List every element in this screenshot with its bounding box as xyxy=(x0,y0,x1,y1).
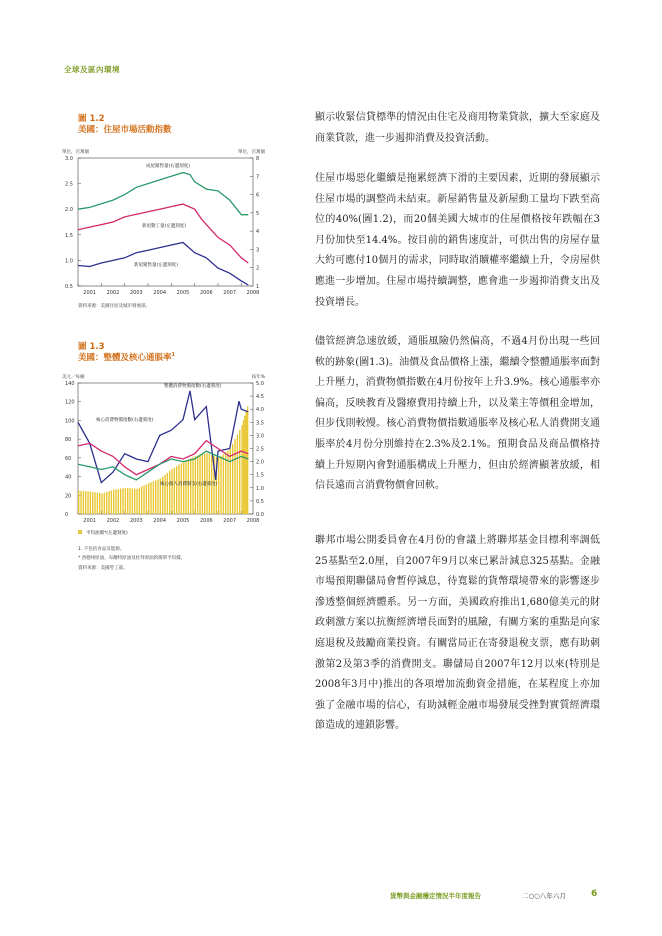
y-left-tick-label: 1.0 xyxy=(65,258,73,265)
y-right-tick-label: 6 xyxy=(256,192,260,199)
series-label-0: 整體消費物價指數(右邊刻度) xyxy=(164,384,222,389)
y-left-tick-label: 100 xyxy=(65,418,75,425)
oil-price-bar xyxy=(146,484,147,514)
x-tick-label: 2007 xyxy=(223,290,237,296)
y-left-tick-label: 40 xyxy=(65,474,72,481)
x-tick-label: 2007 xyxy=(223,518,237,524)
series-line-1 xyxy=(78,204,248,263)
y-right-tick-label: 3.0 xyxy=(256,433,264,440)
oil-price-bar xyxy=(176,466,177,514)
oil-price-bar xyxy=(237,434,238,514)
oil-price-bar xyxy=(127,488,128,514)
series-label-2: 新屋銷售量(左邊刻度) xyxy=(134,263,179,268)
right-unit-label: 單位，百萬個 xyxy=(238,150,265,155)
legend-oil-label: 平均油價*(左邊刻度) xyxy=(86,531,128,536)
oil-price-bar xyxy=(150,482,151,514)
oil-price-bar xyxy=(143,485,144,514)
oil-price-bar xyxy=(227,450,228,514)
x-tick-label: 2004 xyxy=(153,290,167,296)
oil-price-bar xyxy=(136,489,137,514)
figure-1-2-title: 美國：住屋市場活動指數 xyxy=(78,125,172,135)
oil-price-bar xyxy=(120,489,121,514)
housing-chart-svg xyxy=(60,143,275,303)
oil-price-bar xyxy=(169,471,170,514)
x-tick-label: 2005 xyxy=(176,290,190,296)
y-right-tick-label: 4.0 xyxy=(256,407,264,414)
section-title: 全球及區內環境 xyxy=(64,65,120,74)
oil-price-bar xyxy=(241,425,242,514)
y-right-tick-label: 4.5 xyxy=(256,394,264,401)
oil-price-bar xyxy=(230,449,231,515)
series-label-1: 新屋動工量(左邊刻度) xyxy=(142,224,187,229)
figure-1-3-title-text: 美國：整體及核心通脹率 xyxy=(78,353,172,363)
paragraph-3 xyxy=(315,332,600,497)
right-unit-label: 按年% xyxy=(251,375,265,380)
oil-price-bar xyxy=(134,489,135,514)
y-right-tick-label: 1.5 xyxy=(256,472,264,479)
footer-date: 二○○八年六月 xyxy=(522,892,566,900)
x-tick-label: 2001 xyxy=(83,290,97,296)
y-left-tick-label: 60 xyxy=(65,455,72,462)
oil-price-bar xyxy=(171,469,172,514)
x-tick-label: 2002 xyxy=(106,518,120,524)
oil-price-bar xyxy=(92,492,93,514)
y-right-tick-label: 4 xyxy=(256,229,260,236)
y-left-tick-label: 20 xyxy=(65,493,72,500)
y-right-tick-label: 5 xyxy=(256,210,260,217)
oil-price-bar xyxy=(155,480,156,514)
oil-price-bar xyxy=(225,452,226,514)
oil-price-bar xyxy=(185,460,186,514)
x-tick-label: 2002 xyxy=(106,290,120,296)
oil-price-bar xyxy=(181,463,182,514)
oil-price-bar xyxy=(94,492,95,514)
oil-price-bar xyxy=(118,489,119,514)
y-right-tick-label: 2.5 xyxy=(256,446,264,453)
oil-price-bar xyxy=(157,479,158,514)
oil-price-bar xyxy=(243,420,244,514)
x-tick-label: 2005 xyxy=(176,518,190,524)
series-label-0: 成屋銷售量(右邊刻度) xyxy=(146,164,191,169)
paragraph-4 xyxy=(315,531,600,737)
x-tick-label: 2006 xyxy=(199,518,213,524)
oil-price-bar xyxy=(106,492,107,514)
x-tick-label: 2001 xyxy=(83,518,97,524)
oil-price-bar xyxy=(83,491,84,514)
oil-price-bar xyxy=(174,468,175,514)
figure-1-3-number: 圖 1.3 xyxy=(78,342,105,352)
oil-price-bar xyxy=(239,430,240,514)
oil-price-bar xyxy=(132,488,133,514)
oil-price-bar xyxy=(244,416,245,514)
figure-1-3-source: 資料來源：美國勞工部。 xyxy=(78,566,128,571)
y-left-tick-label: 1.5 xyxy=(65,232,73,239)
y-right-tick-label: 1.0 xyxy=(256,485,264,492)
y-right-tick-label: 0.0 xyxy=(256,512,264,518)
y-right-tick-label: 1 xyxy=(256,284,260,290)
figure-1-2-source: 資料來源：美國住屋及城市發展部。 xyxy=(78,304,150,309)
oil-price-bar xyxy=(78,491,79,514)
x-tick-label: 2003 xyxy=(129,290,143,296)
y-left-tick-label: 120 xyxy=(65,399,75,406)
oil-price-bar xyxy=(115,489,116,514)
y-left-tick-label: 80 xyxy=(65,437,72,444)
y-right-tick-label: 2.0 xyxy=(256,459,264,466)
oil-price-bar xyxy=(108,491,109,514)
left-unit-label: 美元／每桶 xyxy=(62,375,85,380)
figure-1-2-number: 圖 1.2 xyxy=(78,114,105,124)
oil-price-bar xyxy=(80,491,81,514)
oil-price-bar xyxy=(234,439,235,514)
footer-title: 貨幣與金融穩定情況半年度報告 xyxy=(390,892,481,900)
y-right-tick-label: 3 xyxy=(256,247,260,254)
paragraph-4-text: 聯邦市場公開委員會在4月份的會議上將聯邦基金目標利率調低25基點至2.0厘，自2007年9月以來已累計減息325基點。金融市場預期聯儲局會暫停減息，待寬鬆的貨幣環境帶來的影響逐步滲透整個經濟體系。另一方面，美國政府推出1,680億美元的財政刺激方案以抗衡經濟增長面對的風險，有關方案的重點是向家庭退稅及鼓勵商業投資。有關當局正在寄發退稅支票，應有助刺激第2及第3季的消費開支。聯儲局自2007年12月以來(特別是2008年3月中)推出的各項增加流動資金措施，在某程度上亦加強了金融市場的信心，有助減輕金融市場發展受挫對實質經濟環節造成的連鎖影響。 xyxy=(315,535,600,732)
oil-price-bar xyxy=(113,490,114,514)
y-left-tick-label: 0.5 xyxy=(65,284,73,290)
figure-1-2-chart xyxy=(60,143,275,307)
page-number: 6 xyxy=(591,889,598,899)
y-right-tick-label: 3.5 xyxy=(256,420,264,427)
paragraph-3-text: 儘管經濟急速放緩，通脹風險仍然偏高，不過4月份出現一些回軟的跡象(圖1.3)。油價及食品價格上漲，繼續令整體通脹率面對上升壓力，消費物價指數在4月份按年上升3.9%。核心通脹率亦偏高，反映教育及醫療費用持續上升，以及業主等價租金增加，但步伐則較慢。核心消費物價指數通脹率及核心私人消費開支通脹率於4月份分別維持在2.3%及2.1%。預期食品及商品價格持續上升短期內會對通脹構成上升壓力，但由於經濟顯著放緩，相信長遠而言消費物價會回軟。 xyxy=(315,336,600,492)
oil-price-bar xyxy=(141,486,142,514)
y-left-tick-label: 2.0 xyxy=(65,207,73,214)
oil-price-bar xyxy=(139,488,140,514)
y-right-tick-label: 0.5 xyxy=(256,498,264,505)
y-left-tick-label: 3.0 xyxy=(65,156,73,162)
oil-price-bar xyxy=(164,475,165,514)
oil-price-bar xyxy=(218,458,219,514)
figure-1-3-title xyxy=(78,351,175,363)
y-right-tick-label: 8 xyxy=(256,156,260,162)
oil-price-bar xyxy=(90,492,91,514)
oil-price-bar xyxy=(104,493,105,514)
oil-price-bar xyxy=(220,456,221,514)
inflation-chart-svg xyxy=(60,369,275,547)
figure-1-3-note2: * 西德州原油、布蘭特原油及杜拜原油的簡單平均價。 xyxy=(78,556,186,561)
x-tick-label: 2008 xyxy=(246,518,260,524)
oil-price-bar xyxy=(129,488,130,514)
x-tick-label: 2004 xyxy=(153,518,167,524)
figure-1-3-title-sup: 1 xyxy=(171,352,175,359)
y-right-tick-label: 2 xyxy=(256,265,260,272)
series-label-2: 核心個人消費開支(右邊刻度) xyxy=(160,482,218,487)
left-unit-label: 單位，百萬個 xyxy=(62,150,89,155)
paragraph-1-text: 顯示收緊信貸標準的情況由住宅及商用物業貸款，擴大至家庭及商業貸款，進一步遏抑消費及投資活動。 xyxy=(315,112,600,144)
figure-1-3-note1: 1. 不包括食品及能源。 xyxy=(78,547,125,552)
series-label-1: 核心消費物價指數(右邊刻度) xyxy=(96,418,154,423)
x-tick-label: 2006 xyxy=(199,290,213,296)
oil-price-bar xyxy=(223,454,224,514)
oil-price-bar xyxy=(99,493,100,514)
oil-price-bar xyxy=(183,462,184,514)
y-left-tick-label: 0 xyxy=(65,512,69,518)
y-left-tick-label: 2.5 xyxy=(65,181,73,188)
oil-price-bar xyxy=(246,411,247,514)
oil-price-bar xyxy=(247,406,248,514)
paragraph-1 xyxy=(315,108,600,149)
oil-price-bar xyxy=(148,483,149,514)
oil-price-bar xyxy=(111,490,112,514)
oil-price-bar xyxy=(153,481,154,514)
oil-price-bar xyxy=(97,493,98,514)
legend-oil-swatch xyxy=(78,530,82,534)
paragraph-2-text: 住屋市場惡化繼續是拖累經濟下滑的主要因素，近期的發展顯示住屋市場的調整尚未結束。新屋銷售量及新屋動工量均下跌至高位的40%(圖1.2)，而20個美國大城市的住屋價格按年跌幅在3月份加快至14.4%。按目前的銷售速度計，可供出售的房屋存量大約可應付10個月的需求，同時取消贖權率繼續上升，令房屋供應進一步增加。住屋市場持續調整，應會進一步遏抑消費支出及投資增長。 xyxy=(315,173,600,308)
paragraph-2 xyxy=(315,169,600,313)
oil-price-bar xyxy=(167,473,168,514)
oil-price-bar xyxy=(125,488,126,514)
y-right-tick-label: 7 xyxy=(256,174,260,181)
oil-price-bar xyxy=(178,465,179,514)
oil-price-bar xyxy=(87,491,88,514)
x-tick-label: 2003 xyxy=(129,518,143,524)
y-left-tick-label: 140 xyxy=(65,381,75,387)
figure-1-3-chart xyxy=(60,369,275,551)
x-tick-label: 2008 xyxy=(246,290,260,296)
oil-price-bar xyxy=(85,491,86,514)
oil-price-bar xyxy=(122,488,123,514)
y-right-tick-label: 5.0 xyxy=(256,381,264,387)
oil-price-bar xyxy=(101,493,102,514)
